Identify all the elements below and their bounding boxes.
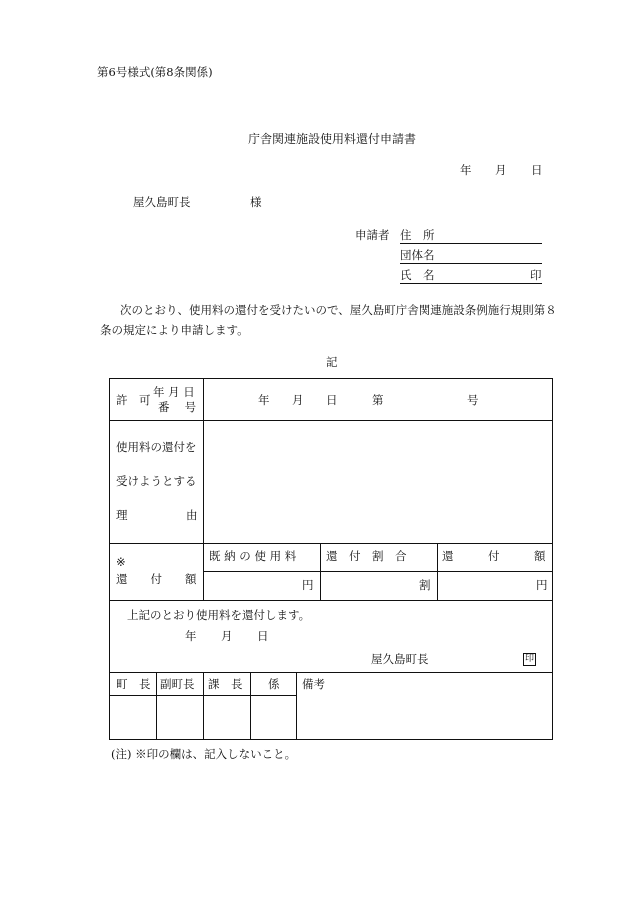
permit-label-top: 年 月 日 (153, 385, 195, 399)
date-month: 月 (495, 163, 507, 177)
table-rule (320, 543, 321, 600)
decision-mayor: 屋久島町長 (371, 652, 429, 666)
approval-remarks: 備考 (302, 677, 325, 691)
unit-yen-paid: 円 (302, 578, 314, 592)
form-number: 第6号様式(第8条関係) (97, 65, 213, 79)
table-rule (109, 420, 553, 421)
reason-label-line3-left: 理 (116, 508, 128, 522)
table-rule (203, 672, 204, 740)
applicant-group-line (400, 263, 542, 264)
permit-month: 月 (292, 393, 304, 407)
unit-yen-amount: 円 (536, 578, 548, 592)
body-text-line2: 条の規定により申請します。 (100, 323, 249, 337)
table-rule (109, 543, 553, 544)
unit-wari: 割 (419, 578, 431, 592)
applicant-name-line (400, 283, 542, 284)
table-rule (109, 600, 553, 601)
applicant-address-line (400, 243, 542, 244)
refund-label: 還 付 額 (116, 572, 197, 586)
decision-year: 年 (185, 629, 197, 643)
document-title: 庁舎関連施設使用料還付申請書 (248, 132, 417, 146)
col-paid-header: 既 納 の 使 用 料 (209, 549, 297, 563)
official-seal: 印 (525, 654, 535, 664)
permit-year: 年 (258, 393, 270, 407)
reason-label-line1: 使用料の還付を (116, 440, 197, 454)
col-rate-header: 還 付 割 合 (326, 549, 407, 563)
permit-label-bottom: 番 号 (158, 400, 197, 414)
approval-mayor: 町 長 (116, 677, 151, 691)
table-rule (203, 378, 204, 600)
reason-label-line2: 受けようとする (116, 474, 197, 488)
reason-label-line3-right: 由 (186, 508, 198, 522)
applicant-label: 申請者 (355, 228, 390, 242)
table-rule (109, 672, 553, 673)
table-rule (156, 672, 157, 740)
approval-deputy: 副町長 (160, 677, 195, 691)
applicant-seal: 印 (530, 268, 542, 282)
table-rule (203, 571, 553, 572)
approval-staff: 係 (268, 677, 280, 691)
table-rule (250, 672, 251, 740)
refund-mark: ※ (116, 555, 126, 569)
addressee-name: 屋久島町長 (133, 195, 191, 209)
col-amount-header: 還 付 額 (442, 549, 546, 563)
table-rule (296, 672, 297, 740)
decision-day: 日 (257, 629, 269, 643)
date-year: 年 (460, 163, 472, 177)
date-day: 日 (531, 163, 543, 177)
decision-seal (523, 652, 536, 666)
applicant-address-label: 住 所 (400, 228, 435, 242)
permit-day: 日 (326, 393, 338, 407)
approval-section: 課 長 (208, 677, 243, 691)
permit-label-main: 許 可 (116, 393, 151, 407)
body-text-line1: 次のとおり、使用料の還付を受けたいので、屋久島町庁舎関連施設条例施行規則第８ (120, 303, 557, 317)
table-rule (437, 543, 438, 600)
permit-go: 号 (467, 393, 479, 407)
decision-month: 月 (221, 629, 233, 643)
applicant-name-label: 氏 名 (400, 268, 435, 282)
decision-text: 上記のとおり使用料を還付します。 (127, 608, 311, 622)
footnote: (注) ※印の欄は、記入しないこと。 (111, 747, 297, 761)
ki-heading: 記 (326, 355, 338, 369)
addressee-honorific: 様 (250, 195, 262, 209)
permit-dai: 第 (372, 393, 384, 407)
applicant-group-label: 団体名 (400, 248, 435, 262)
